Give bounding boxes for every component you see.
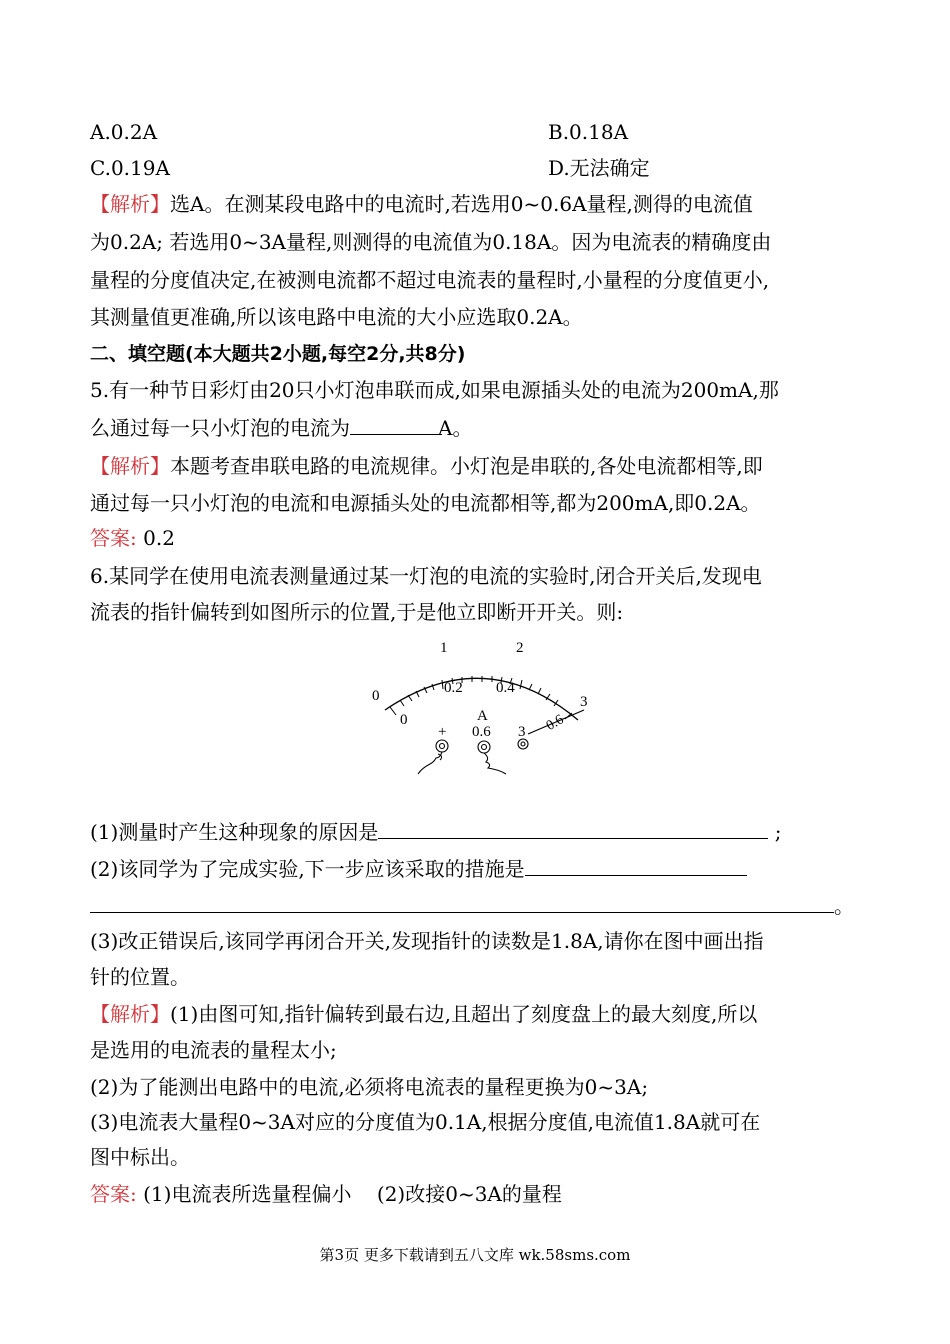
q6-analysis-line-4: (3)电流表大量程0~3A对应的分度值为0.1A,根据分度值,电流值1.8A就可在 <box>90 1110 761 1134</box>
q4-analysis-line-2: 为0.2A; 若选用0~3A量程,则测得的电流值为0.18A。因为电流表的精确度由 <box>90 230 772 254</box>
q6-sub1-text: (1)测量时产生这种现象的原因是 <box>90 820 379 844</box>
ammeter-diagram <box>360 634 600 784</box>
ammeter-lower-label-04: 0.4 <box>496 680 515 696</box>
terminal-plus-icon <box>436 740 448 752</box>
q5-stem-text: 么通过每一只小灯泡的电流为 <box>90 416 350 440</box>
q6-analysis-text-1: (1)由图可知,指针偏转到最右边,且超出了刻度盘上的最大刻度,所以 <box>170 1002 758 1026</box>
ammeter-upper-label-1: 1 <box>440 640 448 656</box>
q6-sub2-text: (2)该同学为了完成实验,下一步应该采取的措施是 <box>90 857 525 881</box>
q4-option-row-2 <box>90 154 650 182</box>
q6-sub2-blank-1[interactable] <box>525 855 747 876</box>
q5-answer-tag: 答案: <box>90 526 137 550</box>
q6-sub2-blank-2[interactable] <box>90 892 834 913</box>
q5-answer-line <box>90 524 175 552</box>
q6-sub2-line <box>90 855 747 883</box>
ammeter-lower-label-06: 0.6 <box>543 712 567 734</box>
q6-sub1-line <box>90 818 781 846</box>
q6-sub1-blank[interactable] <box>378 818 768 839</box>
terminal-06-icon <box>478 741 490 753</box>
q6-answer-1: (1)电流表所选量程偏小 <box>143 1182 352 1206</box>
q6-stem-line-1: 6.某同学在使用电流表测量通过某一灯泡的电流的实验时,闭合开关后,发现电 <box>90 564 762 588</box>
q5-stem-line-2 <box>90 414 472 442</box>
q6-sub1-end: ; <box>774 820 782 844</box>
q5-analysis-text-1: 本题考查串联电路的电流规律。小灯泡是串联的,各处电流都相等,即 <box>170 454 763 478</box>
q4-option-row-1 <box>90 118 629 146</box>
q6-sub3-line-2: 针的位置。 <box>90 965 190 989</box>
wire-left <box>418 752 442 774</box>
q5-answer-blank[interactable] <box>350 414 438 435</box>
q6-answer-tag: 答案: <box>90 1182 137 1206</box>
q4-analysis-line-4: 其测量值更准确,所以该电路中电流的大小应选取0.2A。 <box>90 305 583 329</box>
q4-analysis-line-3: 量程的分度值决定,在被测电流都不超过电流表的量程时,小量程的分度值更小, <box>90 268 770 292</box>
ammeter-lower-label-02: 0.2 <box>444 680 463 696</box>
q6-analysis-line-1 <box>90 1000 757 1028</box>
q6-analysis-line-5: 图中标出。 <box>90 1145 190 1169</box>
q5-stem-line-1: 5.有一种节日彩灯由20只小灯泡串联而成,如果电源插头处的电流为200mA,那 <box>90 378 779 402</box>
q6-sub3-line-1: (3)改正错误后,该同学再闭合开关,发现指针的读数是1.8A,请你在图中画出指 <box>90 929 764 953</box>
q6-sub2-end: 。 <box>834 894 854 918</box>
terminal-06-label: 0.6 <box>472 724 491 740</box>
q5-analysis-line-2: 通过每一只小灯泡的电流和电源插头处的电流都相等,都为200mA,即0.2A。 <box>90 491 761 515</box>
q6-analysis-line-3: (2)为了能测出电路中的电流,必须将电流表的量程更换为0~3A; <box>90 1075 649 1099</box>
q6-analysis-tag: 【解析】 <box>90 1002 170 1026</box>
q6-answer-2: (2)改接0~3A的量程 <box>376 1182 562 1206</box>
q4-option-d: D.无法确定 <box>548 156 650 180</box>
q6-answer-line <box>90 1180 562 1208</box>
q6-sub2-continuation <box>90 892 854 920</box>
q5-analysis-tag: 【解析】 <box>90 454 170 478</box>
q5-answer-value: 0.2 <box>143 526 175 550</box>
q6-stem-line-2: 流表的指针偏转到如图所示的位置,于是他立即断开开关。则: <box>90 600 624 624</box>
q5-analysis-line-1 <box>90 452 763 480</box>
ammeter-lower-label-0: 0 <box>400 712 408 728</box>
q6-analysis-line-2: 是选用的电流表的量程太小; <box>90 1038 337 1062</box>
q4-option-b: B.0.18A <box>548 120 629 144</box>
q4-option-a: A.0.2A <box>90 120 158 144</box>
section-2-title: 二、填空题(本大题共2小题,每空2分,共8分) <box>90 343 466 365</box>
ammeter-upper-label-3: 3 <box>580 694 588 710</box>
ammeter-upper-label-2: 2 <box>516 640 524 656</box>
q4-option-c: C.0.19A <box>90 156 170 180</box>
q5-stem-unit: A。 <box>438 416 473 440</box>
ammeter-upper-label-0: 0 <box>372 688 380 704</box>
q4-analysis-text-1: 选A。在测某段电路中的电流时,若选用0~0.6A量程,测得的电流值 <box>170 192 753 216</box>
q4-analysis-tag: 【解析】 <box>90 192 170 216</box>
ammeter-unit-label: A <box>477 708 488 724</box>
wire-right <box>484 753 506 774</box>
terminal-3-label: 3 <box>518 724 526 740</box>
terminal-plus-label: + <box>438 724 447 740</box>
terminal-3-icon <box>518 739 528 749</box>
q4-analysis-line-1 <box>90 190 753 218</box>
page-footer: 第3页 更多下载请到五八文库 wk.58sms.com <box>319 1246 631 1264</box>
